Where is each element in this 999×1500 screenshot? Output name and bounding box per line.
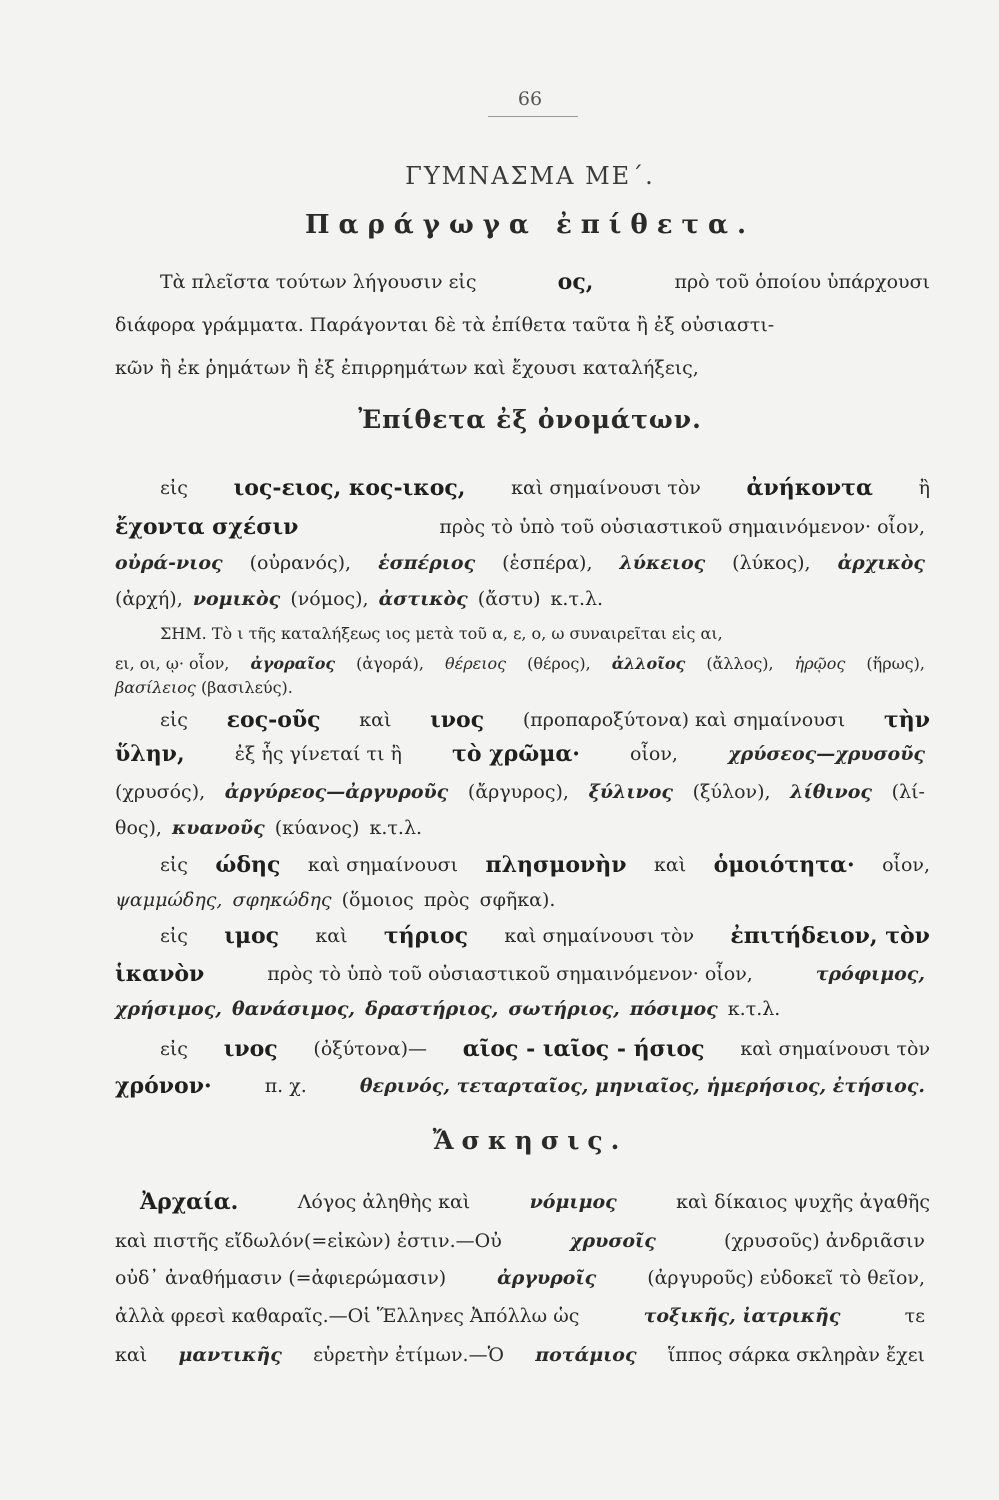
text-span: ἵππος σάρκα σκληρὰν ἔχει xyxy=(667,1344,925,1366)
text-span: εἰς xyxy=(160,854,188,876)
page-number-rule xyxy=(488,116,578,117)
ex-line-5 xyxy=(115,1343,925,1367)
p2-line-2 xyxy=(115,742,925,766)
example-word: λύκειος xyxy=(619,552,706,574)
text-span: κ.τ.λ. xyxy=(727,998,781,1020)
example-word: δραστήριος, xyxy=(365,998,499,1020)
p1-line-4 xyxy=(115,587,603,611)
term-bold: ἱκανὸν xyxy=(115,961,205,987)
p5-line-2 xyxy=(115,1074,925,1098)
example-word: ἀργύρεος—ἀργυροῦς xyxy=(224,781,449,803)
p2-line-1 xyxy=(160,708,930,732)
text-span: (ὀξύτονα)— xyxy=(313,1038,428,1060)
p1-line-3 xyxy=(115,551,925,575)
ex-line-1 xyxy=(140,1190,930,1214)
example-word: ἀγοραῖος xyxy=(250,654,336,673)
p3-line-1 xyxy=(160,853,930,877)
term-bold: ὁμοιότητα· xyxy=(713,852,855,878)
ending-bold: ιος-ειος, κος-ικος, xyxy=(233,475,466,501)
example-word: ἀλλοῖος xyxy=(611,654,686,673)
text-span: οἷον, xyxy=(882,854,930,876)
note-line-2 xyxy=(115,652,925,676)
example-word: νόμιμος xyxy=(529,1191,617,1213)
text-span: (ὅμοιος πρὸς σφῆκα). xyxy=(341,889,556,911)
example-word: χρύσεος—χρυσοῦς xyxy=(728,743,925,765)
text-span: καὶ πιστῆς εἴδωλόν(=εἰκὼν) ἐστιν.—Οὐ xyxy=(115,1230,502,1252)
example-word: κυανοῦς xyxy=(172,817,265,839)
text-span: (ἀγορά), xyxy=(356,654,424,673)
example-word: ἀρχικὸς xyxy=(837,552,925,574)
text-span: καὶ σημαίνουσι τὸν xyxy=(740,1038,930,1060)
topic-heading: Παράγωγα ἐπίθετα. xyxy=(304,210,756,240)
term-bold: Ἀρχαία. xyxy=(140,1189,239,1215)
text-span: καὶ σημαίνουσι τὸν xyxy=(504,925,695,947)
text-span: ἢ xyxy=(918,477,930,499)
example-word: πόσιμος xyxy=(629,998,718,1020)
p4-line-1 xyxy=(160,924,930,948)
text-span: (λύκος), xyxy=(732,552,811,574)
p2-line-3 xyxy=(115,780,925,804)
example-word: χρήσιμος, xyxy=(115,998,222,1020)
intro-line-2 xyxy=(115,313,925,337)
text-span: π. χ. xyxy=(264,1075,307,1097)
example-word: βασίλειος xyxy=(115,678,196,697)
example-word: ἀργυροῖς xyxy=(497,1267,597,1289)
example-word: χρυσοῖς xyxy=(570,1230,656,1252)
text-span: ει, οι, ῳ· οἷον, xyxy=(115,654,230,673)
term-bold: ἔχοντα σχέσιν xyxy=(115,514,299,540)
text-span: (ἀργυροῦς) εὐδοκεῖ τὸ θεῖον, xyxy=(647,1267,925,1289)
intro-line-1 xyxy=(160,270,930,294)
text-span: καὶ xyxy=(115,1344,148,1366)
text-span: (ἑσπέρα), xyxy=(502,552,593,574)
text-span: Τὰ πλεῖστα τούτων λήγουσιν εἰς xyxy=(160,271,477,293)
ending-bold: ινος xyxy=(223,1036,278,1062)
text-span: (ἀρχή), xyxy=(115,588,183,610)
text-span: (ξύλον), xyxy=(692,781,771,803)
text-span: (ἄστυ) κ.τ.λ. xyxy=(477,588,604,610)
ending-bold: ινος xyxy=(430,707,485,733)
ex-line-3 xyxy=(115,1266,925,1290)
text-span: εὑρετὴν ἐτίμων.—Ὁ xyxy=(313,1344,504,1366)
p2-line-4 xyxy=(115,816,422,840)
text-span: (λί- xyxy=(891,781,925,803)
p1-line-2 xyxy=(115,515,925,539)
text-span: (ἄλλος), xyxy=(706,654,774,673)
text-span: ἐξ ἧς γίνεταί τι ἢ xyxy=(234,743,402,765)
text-span: πρὸς τὸ ὑπὸ τοῦ οὐσιαστικοῦ σημαινόμενον· οἷον, xyxy=(267,963,753,985)
example-word: θανάσιμος, xyxy=(231,998,356,1020)
text-span: εἰς xyxy=(160,1038,188,1060)
example-word: τοξικῆς, ἰατρικῆς xyxy=(643,1305,841,1327)
text-span: ἀλλὰ φρεσὶ καθαραῖς.—Οἱ Ἕλληνες Ἀπόλλω ὡς xyxy=(115,1305,580,1327)
text-span: εἰς xyxy=(160,709,188,731)
example-word: οὐρά-νιος xyxy=(115,552,223,574)
example-word: μαντικῆς xyxy=(178,1344,282,1366)
page-number: 66 xyxy=(517,88,543,110)
text-span: (βασιλεύς). xyxy=(200,678,293,697)
text-span: (ἥρως), xyxy=(866,654,925,673)
text-span: διάφορα γράμματα. Παράγονται δὲ τὰ ἐπίθετα ταῦτα ἢ ἐξ οὐσιαστι- xyxy=(115,314,775,336)
example-word: θέρειος xyxy=(445,654,507,673)
ending-os: ος, xyxy=(557,269,594,295)
ex-line-4 xyxy=(115,1304,925,1328)
text-span: τε xyxy=(904,1305,925,1327)
text-span: Λόγος ἀληθὴς καὶ xyxy=(297,1191,471,1213)
text-span: καὶ xyxy=(359,709,392,731)
exercise-title: Ἄσκησις. xyxy=(432,1126,628,1155)
example-word: ποτάμιος xyxy=(535,1344,637,1366)
p1-line-1 xyxy=(160,476,930,500)
text-span: πρὸς τὸ ὑπὸ τοῦ οὐσιαστικοῦ σημαινόμενον· οἷον, xyxy=(439,516,925,538)
text-span: (κύανος) κ.τ.λ. xyxy=(274,817,423,839)
example-word: σωτήριος, xyxy=(508,998,620,1020)
p4-line-3 xyxy=(115,997,780,1021)
ex-line-2 xyxy=(115,1229,925,1253)
ending-bold: ώδης xyxy=(215,852,281,878)
text-span: εἰς xyxy=(160,477,188,499)
term-bold: ἀνήκοντα xyxy=(746,475,873,501)
term-bold: ἐπιτήδειον, τὸν xyxy=(730,923,930,949)
term-bold: ὕλην, xyxy=(115,741,185,767)
example-word: ἑσπέριος xyxy=(378,552,476,574)
example-word: ξύλινος xyxy=(588,781,673,803)
example-word: σφηκώδης xyxy=(232,889,332,911)
text-span: (προπαροξύτονα) καὶ σημαίνουσι xyxy=(522,709,846,731)
intro-line-3 xyxy=(115,356,699,380)
text-span: πρὸ τοῦ ὁποίου ὑπάρχουσι xyxy=(674,271,930,293)
text-span: ΣΗΜ. Τὸ ι τῆς καταλήξεως ιος μετὰ τοῦ α, ε, ο, ω συναιρεῖται εἰς αι, xyxy=(160,624,723,643)
note-line-3 xyxy=(115,676,293,700)
section-title: Ἐπίθετα ἐξ ὀνομάτων. xyxy=(358,405,702,434)
ending-bold: τήριος xyxy=(383,923,469,949)
note-line-1 xyxy=(160,622,930,646)
p3-line-2 xyxy=(115,888,555,912)
text-span: καὶ δίκαιος ψυχῆς ἀγαθῆς xyxy=(676,1191,930,1213)
p4-line-2 xyxy=(115,962,925,986)
text-span: καὶ xyxy=(654,854,687,876)
exercise-heading: ΓΥΜΝΑΣΜΑ ΜΕ΄. xyxy=(405,162,655,190)
example-word: θερινός, τεταρταῖος, μηνιαῖος, ἡμερήσιος, ἐτήσιος. xyxy=(359,1075,925,1097)
ending-bold: αῖος - ιαῖος - ήσιος xyxy=(462,1036,705,1062)
text-span: οἷον, xyxy=(630,743,678,765)
example-word: ἀστικὸς xyxy=(378,588,468,610)
text-span: καὶ xyxy=(315,925,348,947)
example-word: ψαμμώδης, xyxy=(115,889,223,911)
ending-bold: εος-οῦς xyxy=(226,707,321,733)
text-span: (χρυσοῦς) ἀνδριᾶσιν xyxy=(724,1230,925,1252)
term-bold: χρόνον· xyxy=(115,1073,212,1099)
text-span: (οὐρανός), xyxy=(249,552,352,574)
term-bold: τὸ χρῶμα· xyxy=(452,741,580,767)
text-span: καὶ σημαίνουσι xyxy=(307,854,459,876)
text-span: οὐδ᾽ ἀναθήμασιν (=ἀφιερώμασιν) xyxy=(115,1267,447,1289)
p5-line-1 xyxy=(160,1037,930,1061)
text-span: (νόμος), xyxy=(290,588,369,610)
example-word: νομικὸς xyxy=(192,588,281,610)
term-bold: πλησμονὴν xyxy=(485,852,627,878)
text-span: εἰς xyxy=(160,925,188,947)
text-span: (χρυσός), xyxy=(115,781,206,803)
text-span: θος), xyxy=(115,817,162,839)
text-span: (ἄργυρος), xyxy=(467,781,569,803)
example-word: τρόφιμος, xyxy=(815,963,925,985)
term-bold: τὴν xyxy=(883,707,930,733)
text-span: κῶν ἢ ἐκ ῥημάτων ἢ ἐξ ἐπιρρημάτων καὶ ἔχουσι καταλήξεις, xyxy=(115,357,699,379)
ending-bold: ιμος xyxy=(224,923,280,949)
example-word: λίθινος xyxy=(790,781,872,803)
text-span: καὶ σημαίνουσι τὸν xyxy=(511,477,701,499)
text-span: (θέρος), xyxy=(527,654,591,673)
example-word: ἡρῷος xyxy=(794,654,846,673)
